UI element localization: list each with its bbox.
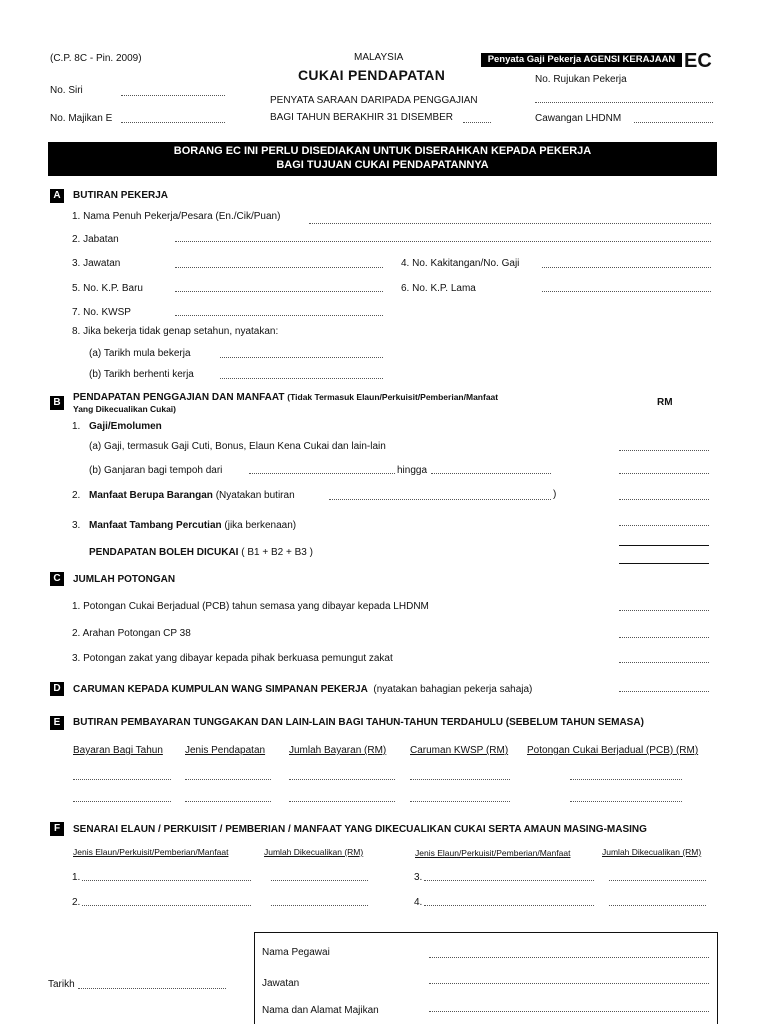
nama-alamat-field[interactable] [429,1011,709,1012]
f-item-4-number: 4. [414,897,423,908]
year-field[interactable] [463,122,491,123]
tarikh-label: Tarikh [48,979,75,990]
no-majikan-label: No. Majikan E [50,113,113,124]
b1b-label: (b) Ganjaran bagi tempoh dari [89,465,223,476]
c2-label: 2. Arahan Potongan CP 38 [72,628,191,639]
b3-amount[interactable] [619,525,709,526]
e-r1-pcb[interactable] [570,779,682,780]
a-jabatan-field[interactable] [175,241,711,242]
form-title: CUKAI PENDAPATAN [298,67,446,83]
a-jabatan-label: 2. Jabatan [72,234,119,245]
cawangan-label: Cawangan LHDNM [535,113,622,124]
nama-pegawai-label: Nama Pegawai [262,947,330,958]
a-nama-label: 1. Nama Penuh Pekerja/Pesara (En./Cik/Puan) [72,211,281,222]
no-siri-label: No. Siri [50,85,83,96]
section-b-title-note: (Tidak Termasuk Elaun/Perkuisit/Pemberian/Manfaat [287,392,499,402]
b3-number: 3. [72,520,81,531]
e-r2-tahun[interactable] [73,801,171,802]
notice-line-2: BAGI TUJUAN CUKAI PENDAPATANNYA [276,159,489,171]
section-d-note: (nyatakan bahagian pekerja sahaja) [373,684,533,695]
a-kp-lama-label: 6. No. K.P. Lama [401,283,476,294]
e-r2-kwsp[interactable] [410,801,510,802]
section-c-letter: C [50,572,64,586]
f-col-jenis-left: Jenis Elaun/Perkuisit/Pemberian/Manfaat [73,847,229,857]
f-item-4-jumlah[interactable] [609,905,706,906]
b1b-hingga-label: hingga [397,465,428,476]
f-item-1-number: 1. [72,872,81,883]
b1-label: Gaji/Emolumen [89,421,162,432]
c3-amount[interactable] [619,662,709,663]
no-majikan-field[interactable] [121,122,225,123]
a-kp-baru-label: 5. No. K.P. Baru [72,283,143,294]
f-item-2-number: 2. [72,897,81,908]
a-jawatan-label: 3. Jawatan [72,258,121,269]
section-a-letter: A [50,189,64,203]
tarikh-field[interactable] [78,988,226,989]
no-rujukan-label: No. Rujukan Pekerja [535,74,627,85]
d-amount[interactable] [619,691,709,692]
subtitle-2: BAGI TAHUN BERAKHIR 31 DISEMBER [270,112,454,123]
section-d-row [73,685,532,695]
f-item-1-jenis[interactable] [82,880,251,881]
a-kp-lama-field[interactable] [542,291,711,292]
a-tarikh-mula-field[interactable] [220,357,383,358]
a-tarikh-berhenti-label: (b) Tarikh berhenti kerja [89,369,194,380]
section-f-title: SENARAI ELAUN / PERKUISIT / PEMBERIAN / MANFAAT YANG DIKECUALIKAN CUKAI SERTA AMAUN MASING-MASING [73,824,647,835]
agency-tag: Penyata Gaji Pekerja AGENSI KERAJAAN [481,53,682,67]
a-kp-baru-field[interactable] [175,291,383,292]
b1b-hingga-field[interactable] [431,473,551,474]
b-total-label: PENDAPATAN BOLEH DICUKAI [89,547,239,558]
section-c-title: JUMLAH POTONGAN [73,574,176,585]
f-item-3-number: 3. [414,872,423,883]
a-kakitangan-label: 4. No. Kakitangan/No. Gaji [401,258,520,269]
c1-amount[interactable] [619,610,709,611]
section-e-letter: E [50,716,64,730]
section-b-title-note-2: Yang Dikecualikan Cukai) [73,404,176,414]
e-r2-jumlah[interactable] [289,801,395,802]
f-item-3-jenis[interactable] [424,880,594,881]
b2-note: (Nyatakan butiran [215,490,295,501]
f-item-2-jumlah[interactable] [271,905,368,906]
b2-close-paren: ) [553,489,557,500]
f-item-1-jumlah[interactable] [271,880,368,881]
e-r1-kwsp[interactable] [410,779,510,780]
f-col-jumlah-right: Jumlah Dikecualikan (RM) [602,847,702,857]
country-label: MALAYSIA [354,52,404,63]
section-b-title [73,393,498,403]
c3-label: 3. Potongan zakat yang dibayar kepada pihak berkuasa pemungut zakat [72,653,393,664]
b2-amount[interactable] [619,499,709,500]
b3-label-row [89,521,296,531]
b-total-note: ( B1 + B2 + B3 ) [241,547,313,558]
a-jawatan-field[interactable] [175,267,383,268]
section-b-title-text: PENDAPATAN PENGGAJIAN DAN MANFAAT [73,392,285,403]
e-r2-pcb[interactable] [570,801,682,802]
section-d-letter: D [50,682,64,696]
b2-butiran-field[interactable] [329,499,551,500]
e-r2-jenis[interactable] [185,801,271,802]
a-tarikh-mula-label: (a) Tarikh mula bekerja [89,348,191,359]
b1-number: 1. [72,421,81,432]
a-kwsp-field[interactable] [175,315,383,316]
e-col-jumlah: Jumlah Bayaran (RM) [289,745,387,756]
b1b-dari-field[interactable] [249,473,395,474]
f-item-2-jenis[interactable] [82,905,251,906]
e-col-kwsp: Caruman KWSP (RM) [410,745,509,756]
e-col-pcb: Potongan Cukai Berjadual (PCB) (RM) [527,745,699,756]
b2-number: 2. [72,490,81,501]
rm-header: RM [657,397,673,408]
b3-label: Manfaat Tambang Percutian [89,520,222,531]
e-r1-tahun[interactable] [73,779,171,780]
e-col-tahun: Bayaran Bagi Tahun [73,745,163,756]
section-e-title: BUTIRAN PEMBAYARAN TUNGGAKAN DAN LAIN-LAIN BAGI TAHUN-TAHUN TERDAHULU (SEBELUM TAHUN SEMASA) [73,717,644,728]
b1a-label: (a) Gaji, termasuk Gaji Cuti, Bonus, Elaun Kena Cukai dan lain-lain [89,441,386,452]
jawatan-label: Jawatan [262,978,300,989]
notice-line-1: BORANG EC INI PERLU DISEDIAKAN UNTUK DISERAHKAN KEPADA PEKERJA [173,145,592,157]
section-f-letter: F [50,822,64,836]
f-col-jenis-right: Jenis Elaun/Perkuisit/Pemberian/Manfaat [415,848,571,858]
cawangan-field[interactable] [634,122,713,123]
b-total-row [89,548,313,558]
e-r1-jenis[interactable] [185,779,271,780]
nama-alamat-label: Nama dan Alamat Majikan [262,1005,379,1016]
section-b-letter: B [50,396,64,410]
section-d-title: CARUMAN KEPADA KUMPULAN WANG SIMPANAN PEKERJA [73,684,368,695]
a-kwsp-label: 7. No. KWSP [72,307,131,318]
a-tarikh-berhenti-field[interactable] [220,378,383,379]
b-total-top-rule [619,545,709,546]
c1-label: 1. Potongan Cukai Berjadual (PCB) tahun semasa yang dibayar kepada LHDNM [72,601,429,612]
section-a-title: BUTIRAN PEKERJA [73,190,169,201]
notice-banner [48,142,717,176]
b3-note: (jika berkenaan) [224,520,297,531]
c2-amount[interactable] [619,637,709,638]
b1b-amount[interactable] [619,473,709,474]
form-id: EC [684,50,712,72]
no-siri-field[interactable] [121,95,225,96]
nama-pegawai-field[interactable] [429,957,709,958]
b1a-amount[interactable] [619,450,709,451]
subtitle-1: PENYATA SARAAN DARIPADA PENGGAJIAN [270,95,478,106]
f-col-jumlah-left: Jumlah Dikecualikan (RM) [264,847,364,857]
f-item-3-jumlah[interactable] [609,880,706,881]
jawatan-field[interactable] [429,983,709,984]
a-tidak-genap-label: 8. Jika bekerja tidak genap setahun, nyatakan: [72,326,279,337]
b-total-amount[interactable] [619,563,709,564]
b2-label: Manfaat Berupa Barangan [89,490,213,501]
e-col-jenis: Jenis Pendapatan [185,745,266,756]
b2-label-row [89,491,295,501]
a-nama-field[interactable] [309,223,711,224]
f-item-4-jenis[interactable] [424,905,594,906]
e-r1-jumlah[interactable] [289,779,395,780]
form-code: (C.P. 8C - Pin. 2009) [50,53,142,64]
no-rujukan-field[interactable] [535,102,713,103]
a-kakitangan-field[interactable] [542,267,711,268]
